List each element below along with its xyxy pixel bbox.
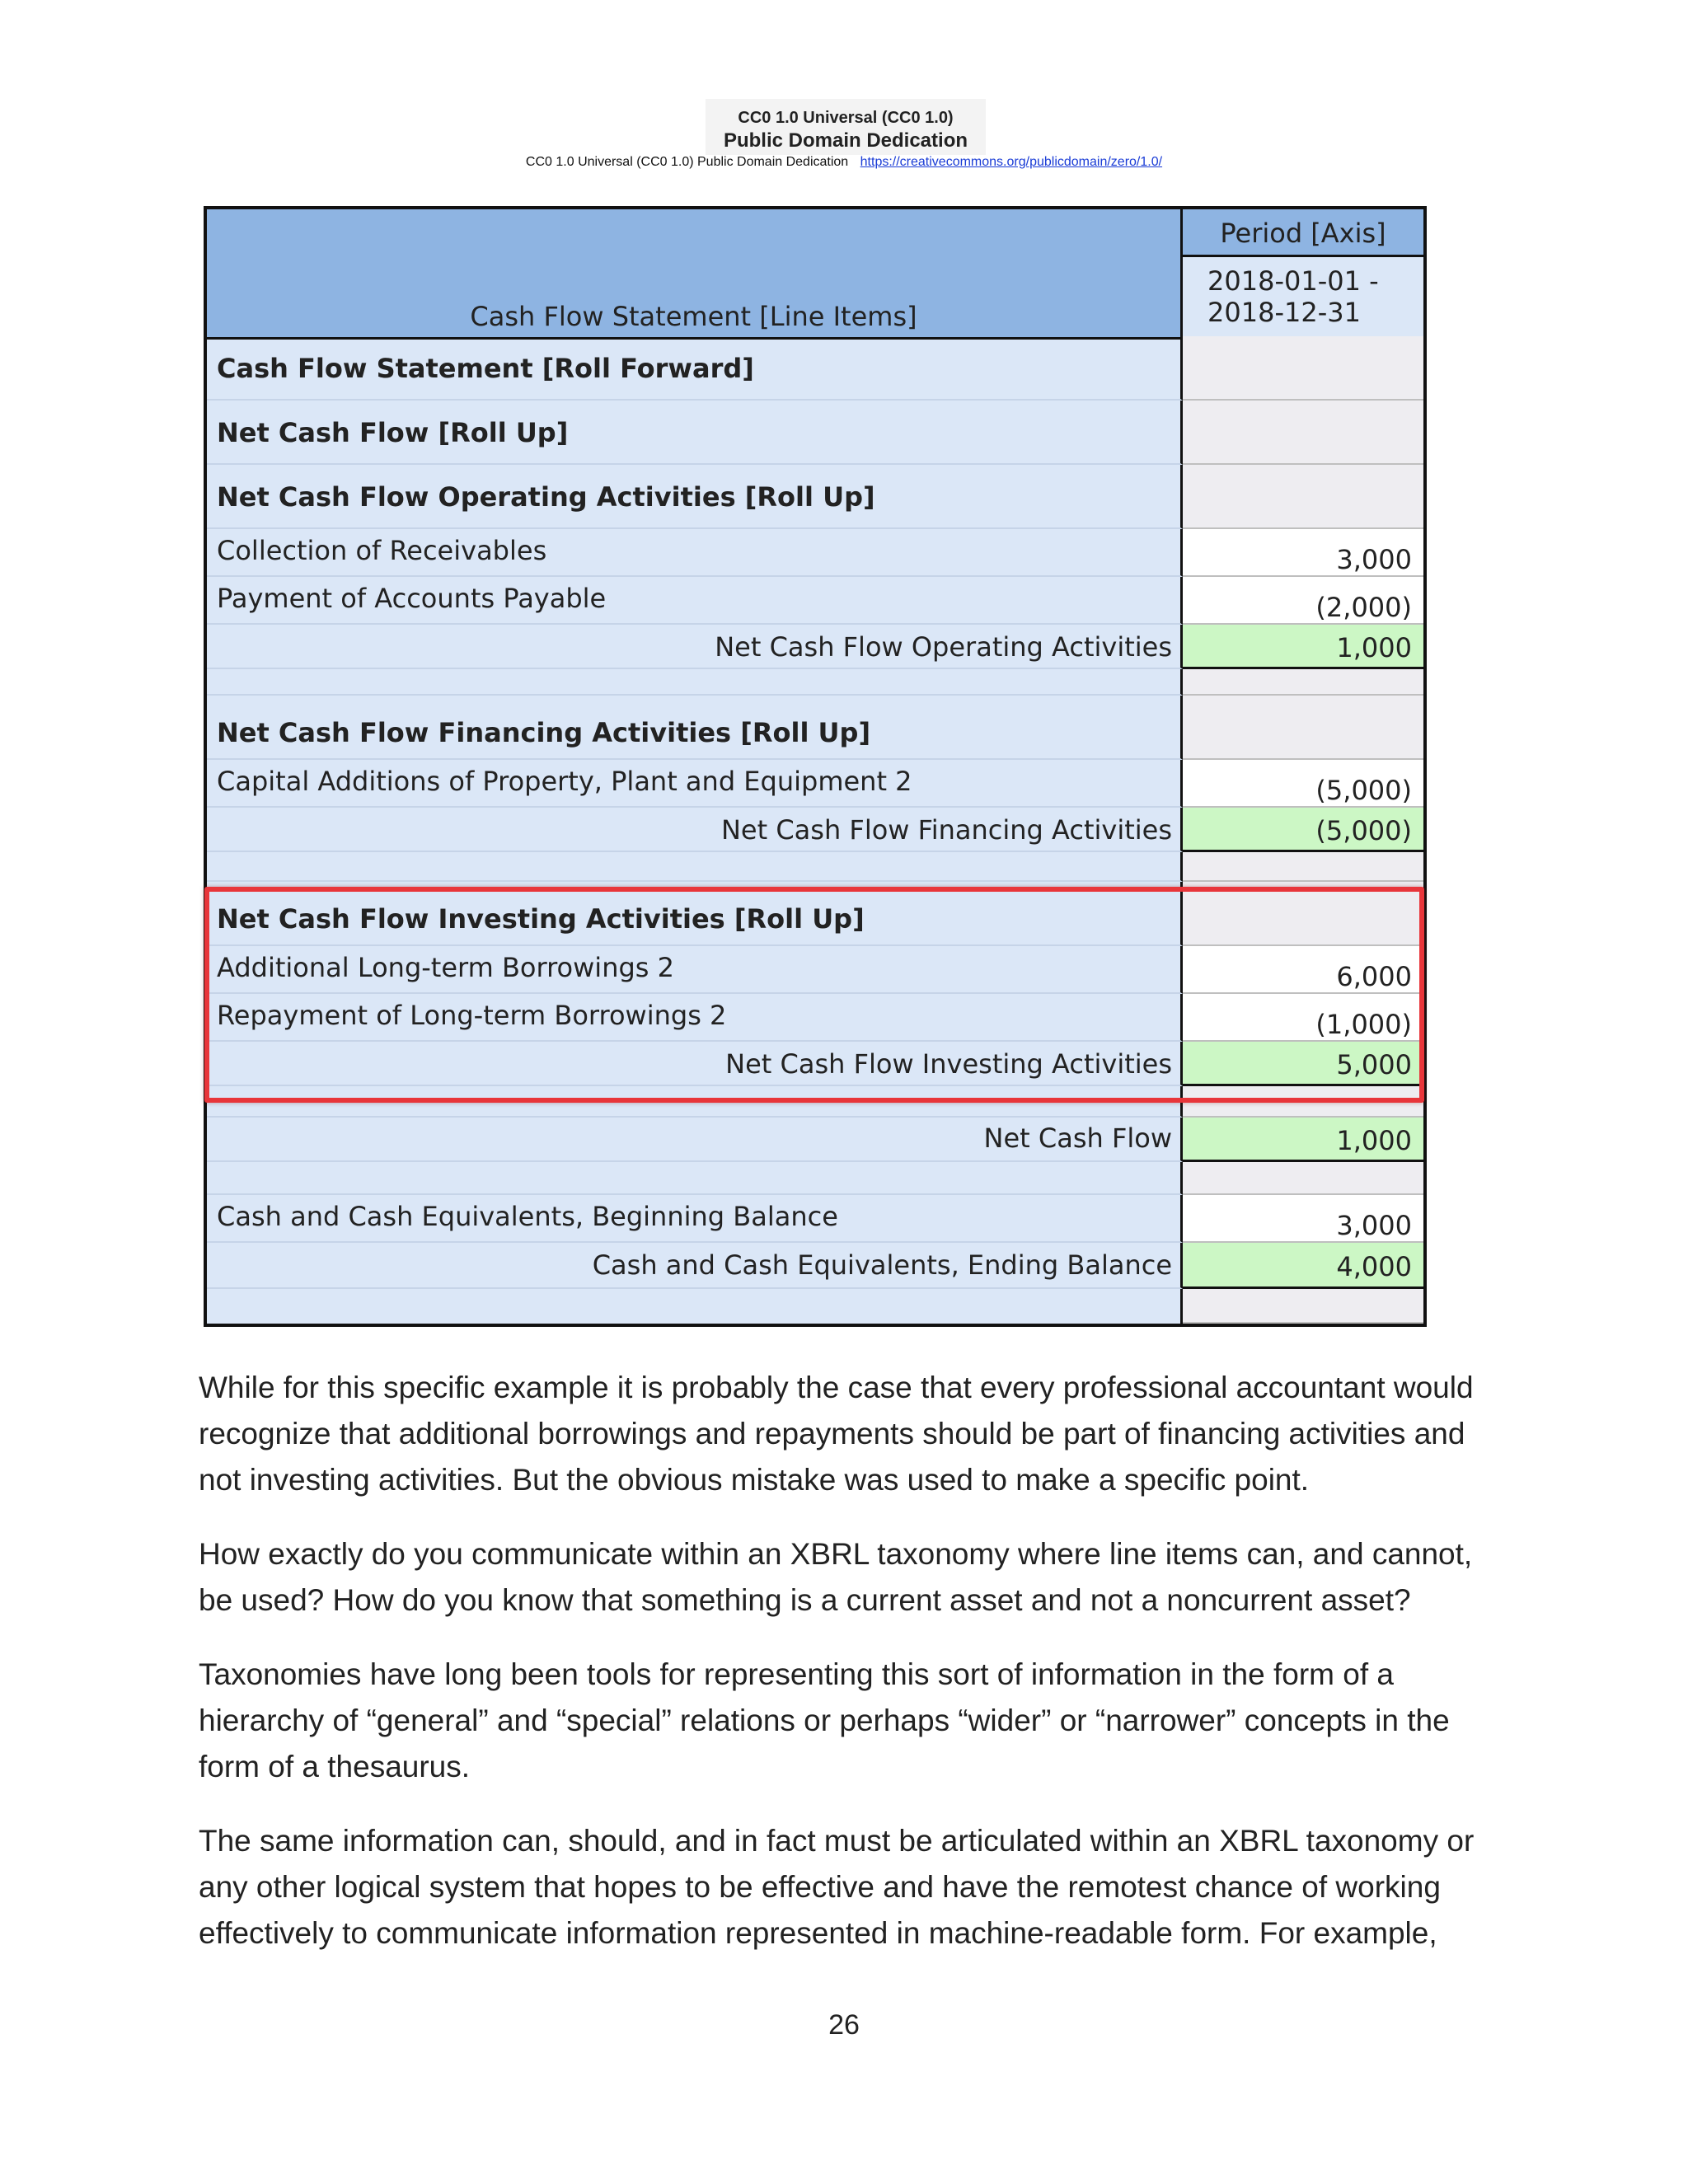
badge-line-2: Public Domain Dedication <box>723 129 968 152</box>
row-label: Capital Additions of Property, Plant and Equipment 2 <box>207 760 1183 808</box>
paragraph-3 <box>199 1652 1501 1790</box>
cc0-badge <box>706 99 986 155</box>
license-link[interactable]: https://creativecommons.org/publicdomain/zero/1.0/ <box>860 155 1163 169</box>
row-label: Net Cash Flow Investing Activities [Roll Up] <box>207 882 1183 946</box>
table-row <box>207 577 1423 625</box>
table-row <box>207 625 1423 669</box>
period-range <box>1183 257 1423 337</box>
row-value: (5,000) <box>1183 808 1423 852</box>
paragraph-line: recognize that additional borrowings and repayments should be part of financing activities and <box>199 1417 1465 1451</box>
row-value <box>1183 1162 1423 1195</box>
license-text: CC0 1.0 Universal (CC0 1.0) Public Domain Dedication <box>525 155 849 169</box>
row-value <box>1183 465 1423 529</box>
row-value: 3,000 <box>1183 1195 1423 1243</box>
period-start: 2018-01-01 - <box>1207 265 1379 297</box>
row-value <box>1183 669 1423 696</box>
table-row <box>207 336 1423 401</box>
badge-line-1: CC0 1.0 Universal (CC0 1.0) <box>738 109 954 127</box>
paragraph-2 <box>199 1531 1501 1624</box>
row-label: Net Cash Flow Financing Activities [Roll Up] <box>207 696 1183 760</box>
cash-flow-table <box>204 206 1427 1327</box>
row-value <box>1183 401 1423 465</box>
row-label: Collection of Receivables <box>207 529 1183 577</box>
row-label: Cash and Cash Equivalents, Ending Balance <box>207 1243 1183 1289</box>
row-value: (1,000) <box>1183 994 1423 1042</box>
row-label <box>207 852 1183 882</box>
period-end: 2018-12-31 <box>1207 297 1361 328</box>
table-row <box>207 696 1423 760</box>
row-label: Repayment of Long-term Borrowings 2 <box>207 994 1183 1042</box>
row-label: Net Cash Flow <box>207 1118 1183 1162</box>
row-label: Additional Long-term Borrowings 2 <box>207 946 1183 994</box>
row-value <box>1183 696 1423 760</box>
row-value <box>1183 852 1423 882</box>
paragraph-line: While for this specific example it is probably the case that every professional accountant would <box>199 1371 1474 1404</box>
row-label <box>207 1289 1183 1324</box>
row-label: Net Cash Flow [Roll Up] <box>207 401 1183 465</box>
table-row <box>207 1243 1423 1289</box>
paragraph-line: any other logical system that hopes to be effective and have the remotest chance of working <box>199 1870 1441 1904</box>
row-value: 3,000 <box>1183 529 1423 577</box>
row-label: Cash and Cash Equivalents, Beginning Balance <box>207 1195 1183 1243</box>
paragraph-1 <box>199 1365 1501 1503</box>
row-label: Payment of Accounts Payable <box>207 577 1183 625</box>
row-value: 1,000 <box>1183 625 1423 669</box>
page-number: 26 <box>828 2009 860 2041</box>
row-value: 4,000 <box>1183 1243 1423 1289</box>
row-label: Net Cash Flow Operating Activities [Roll Up] <box>207 465 1183 529</box>
paragraph-line: be used? How do you know that something is a current asset and not a noncurrent asset? <box>199 1583 1411 1617</box>
period-axis-label: Period [Axis] <box>1183 209 1423 257</box>
row-value: 1,000 <box>1183 1118 1423 1162</box>
paragraph-line: hierarchy of “general” and “special” relations or perhaps “wider” or “narrower” concepts in the <box>199 1704 1450 1737</box>
table-spacer <box>207 852 1423 882</box>
table-row <box>207 1195 1423 1243</box>
row-value: 5,000 <box>1183 1042 1423 1086</box>
row-value: (2,000) <box>1183 577 1423 625</box>
investing-highlight-box <box>204 887 1424 1103</box>
table-row <box>207 760 1423 808</box>
paragraph-line: How exactly do you communicate within an XBRL taxonomy where line items can, and cannot, <box>199 1537 1473 1571</box>
row-label: Cash Flow Statement [Roll Forward] <box>207 336 1183 401</box>
row-value: (5,000) <box>1183 760 1423 808</box>
license-line <box>0 155 1688 170</box>
paragraph-line: not investing activities. But the obvious mistake was used to make a specific point. <box>199 1463 1310 1497</box>
paragraph-line: Taxonomies have long been tools for representing this sort of information in the form of a <box>199 1657 1394 1691</box>
table-row <box>207 465 1423 529</box>
period-header <box>1183 209 1423 340</box>
table-row <box>207 808 1423 852</box>
line-items-title: Cash Flow Statement [Line Items] <box>470 301 917 332</box>
row-value <box>1183 336 1423 401</box>
paragraph-line: The same information can, should, and in fact must be articulated within an XBRL taxonomy or <box>199 1824 1475 1858</box>
table-row <box>207 1118 1423 1162</box>
row-value <box>1183 1289 1423 1324</box>
row-label: Net Cash Flow Operating Activities <box>207 625 1183 669</box>
table-row <box>207 401 1423 465</box>
paragraph-line: form of a thesaurus. <box>199 1750 471 1783</box>
line-items-header <box>207 209 1183 340</box>
table-spacer <box>207 1162 1423 1195</box>
row-label: Net Cash Flow Financing Activities <box>207 808 1183 852</box>
table-spacer <box>207 669 1423 696</box>
row-label <box>207 1162 1183 1195</box>
table-row <box>207 529 1423 577</box>
paragraph-line: effectively to communicate information represented in machine-readable form. For example, <box>199 1916 1437 1950</box>
table-spacer <box>207 1289 1423 1324</box>
row-label <box>207 669 1183 696</box>
row-value: 6,000 <box>1183 946 1423 994</box>
paragraph-4 <box>199 1818 1501 1957</box>
row-label: Net Cash Flow Investing Activities <box>207 1042 1183 1086</box>
